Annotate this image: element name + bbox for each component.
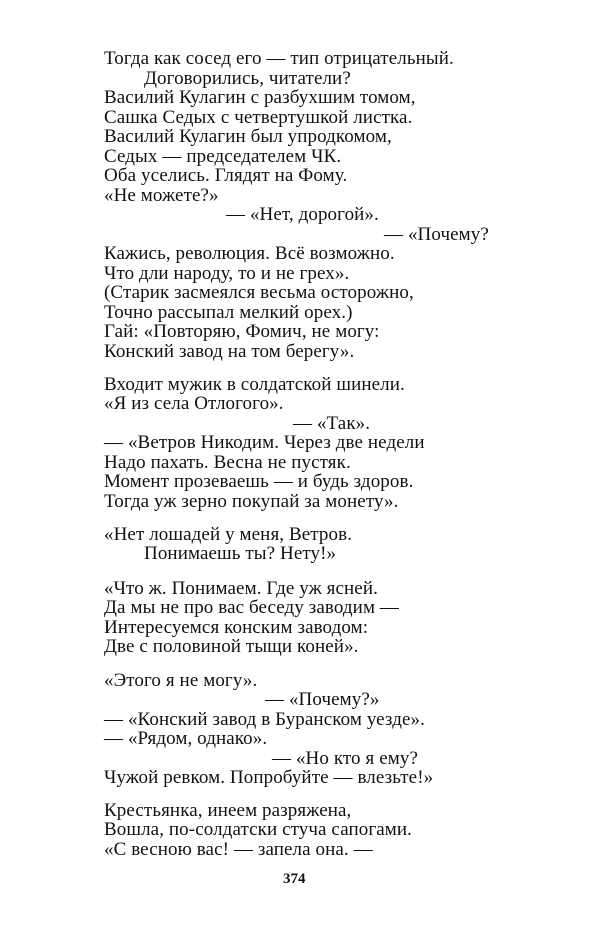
text-line: — «Почему?» (265, 689, 380, 710)
text-line: Конский завод на том берегу». (104, 341, 355, 362)
text-line: Седых — председателем ЧК. (104, 146, 342, 167)
text-line: Тогда как сосед его — тип отрицательный. (104, 48, 454, 69)
text-line: Да мы не про вас беседу заводим — (104, 597, 400, 618)
text-line: Точно рассыпал мелкий орех.) (104, 302, 353, 323)
page-number: 374 (283, 871, 306, 887)
text-line: Кажись, революция. Всё возможно. (104, 243, 395, 264)
text-line: Крестьянка, инеем разряжена, (104, 800, 352, 821)
text-line: — «Нет, дорогой». (226, 204, 379, 225)
text-line: — «Почему? (384, 224, 489, 245)
text-line: — «Ветров Никодим. Через две недели (104, 432, 425, 453)
text-line: Входит мужик в солдатской шинели. (104, 374, 405, 395)
text-line: Понимаешь ты? Нету!» (144, 543, 337, 564)
text-line: Вошла, по-солдатски стуча сапогами. (104, 819, 413, 840)
text-line: Надо пахать. Весна не пустяк. (104, 452, 351, 473)
text-line: «Этого я не могу». (104, 670, 258, 691)
text-line: — «Рядом, однако». (104, 728, 268, 749)
text-line: Две с половиной тыщи коней». (104, 636, 359, 657)
text-line: Василий Кулагин с разбухшим томом, (104, 87, 416, 108)
text-line: «С весною вас! — запела она. — (104, 839, 373, 860)
text-line: — «Конский завод в Буранском уезде». (104, 709, 425, 730)
text-line: «Не можете?» (104, 185, 219, 206)
text-line: Оба уселись. Глядят на Фому. (104, 165, 348, 186)
text-line: — «Но кто я ему? (272, 748, 418, 769)
text-line: Договорились, читатели? (144, 68, 351, 89)
text-line: Интересуемся конским заводом: (104, 617, 369, 638)
text-line: (Старик засмеялся весьма осторожно, (104, 282, 414, 303)
text-line: «Что ж. Понимаем. Где уж ясней. (104, 578, 378, 599)
text-line: Момент прозеваешь — и будь здоров. (104, 471, 414, 492)
text-line: Тогда уж зерно покупай за монету». (104, 491, 399, 512)
text-line: «Нет лошадей у меня, Ветров. (104, 524, 353, 545)
text-line: Василий Кулагин был упродкомом, (104, 126, 392, 147)
text-line: Сашка Седых с четвертушкой листка. (104, 107, 413, 128)
text-line: Чужой ревком. Попробуйте — влезьте!» (104, 767, 434, 788)
text-line: «Я из села Отлогого». (104, 393, 284, 414)
text-line: — «Так». (293, 413, 371, 434)
text-line: Гай: «Повторяю, Фомич, не могу: (104, 321, 380, 342)
text-line: Что дли народу, то и не грех». (104, 263, 350, 284)
